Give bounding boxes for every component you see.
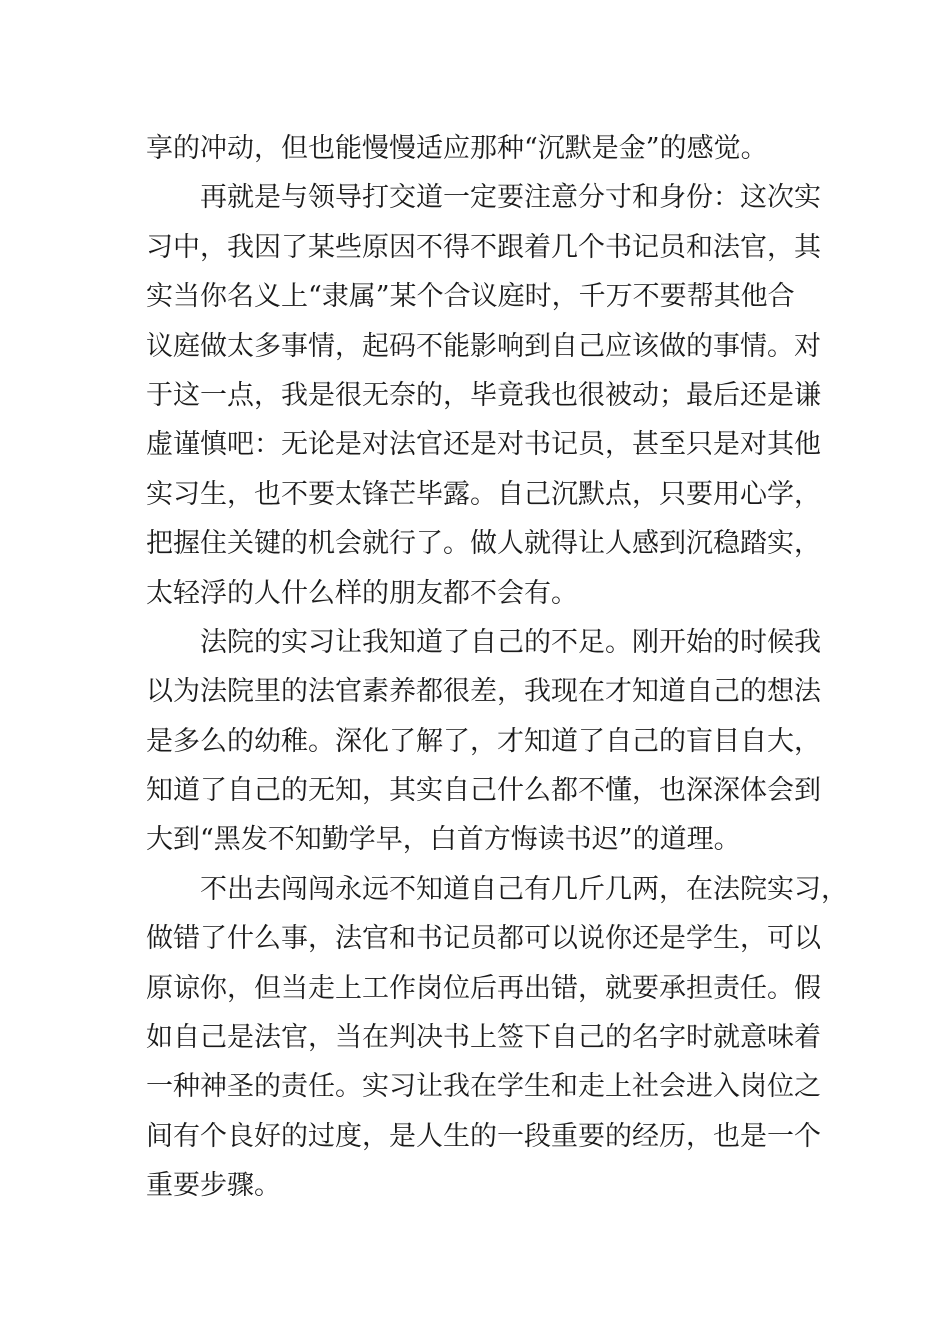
text-line: 是多么的幼稚。深化了解了，才知道了自己的盲目自大， xyxy=(146,725,821,757)
text-line: 做错了什么事，法官和书记员都可以说你还是学生，可以 xyxy=(146,923,821,955)
text-line: 于这一点，我是很无奈的，毕竟我也很被动；最后还是谦 xyxy=(146,379,821,411)
text-line: 太轻浮的人什么样的朋友都不会有。 xyxy=(146,577,578,609)
text-line: 虚谨慎吧：无论是对法官还是对书记员，甚至只是对其他 xyxy=(146,429,821,461)
text-line: 间有个良好的过度，是人生的一段重要的经历，也是一个 xyxy=(146,1120,821,1152)
text-line: 原谅你，但当走上工作岗位后再出错，就要承担责任。假 xyxy=(146,972,821,1004)
text-line: 重要步骤。 xyxy=(146,1170,281,1202)
text-line: 一种神圣的责任。实习让我在学生和走上社会进入岗位之 xyxy=(146,1071,821,1103)
text-line: 议庭做太多事情，起码不能影响到自己应该做的事情。对 xyxy=(146,330,821,362)
text-line: 实习生，也不要太锋芒毕露。自己沉默点，只要用心学， xyxy=(146,478,821,510)
paragraph-start-line: 法院的实习让我知道了自己的不足。刚开始的时候我 xyxy=(200,626,821,658)
text-line: 大到“黑发不知勤学早，白首方悔读书迟”的道理。 xyxy=(146,824,741,856)
paragraph-start-line: 再就是与领导打交道一定要注意分寸和身份：这次实 xyxy=(200,182,821,214)
text-line: 以为法院里的法官素养都很差，我现在才知道自己的想法 xyxy=(146,676,821,708)
text-line: 享的冲动，但也能慢慢适应那种“沉默是金”的感觉。 xyxy=(146,133,768,164)
body-text xyxy=(146,124,848,1211)
paragraph-start-line: 不出去闯闯永远不知道自己有几斤几两，在法院实习， xyxy=(200,873,848,905)
text-line: 实当你名义上“隶属”某个合议庭时，千万不要帮其他合 xyxy=(146,281,795,313)
text-line: 把握住关键的机会就行了。做人就得让人感到沉稳踏实， xyxy=(146,528,821,560)
text-line: 知道了自己的无知，其实自己什么都不懂，也深深体会到 xyxy=(146,775,821,807)
text-line: 如自己是法官，当在判决书上签下自己的名字时就意味着 xyxy=(146,1022,821,1054)
text-line: 习中，我因了某些原因不得不跟着几个书记员和法官，其 xyxy=(146,231,821,263)
